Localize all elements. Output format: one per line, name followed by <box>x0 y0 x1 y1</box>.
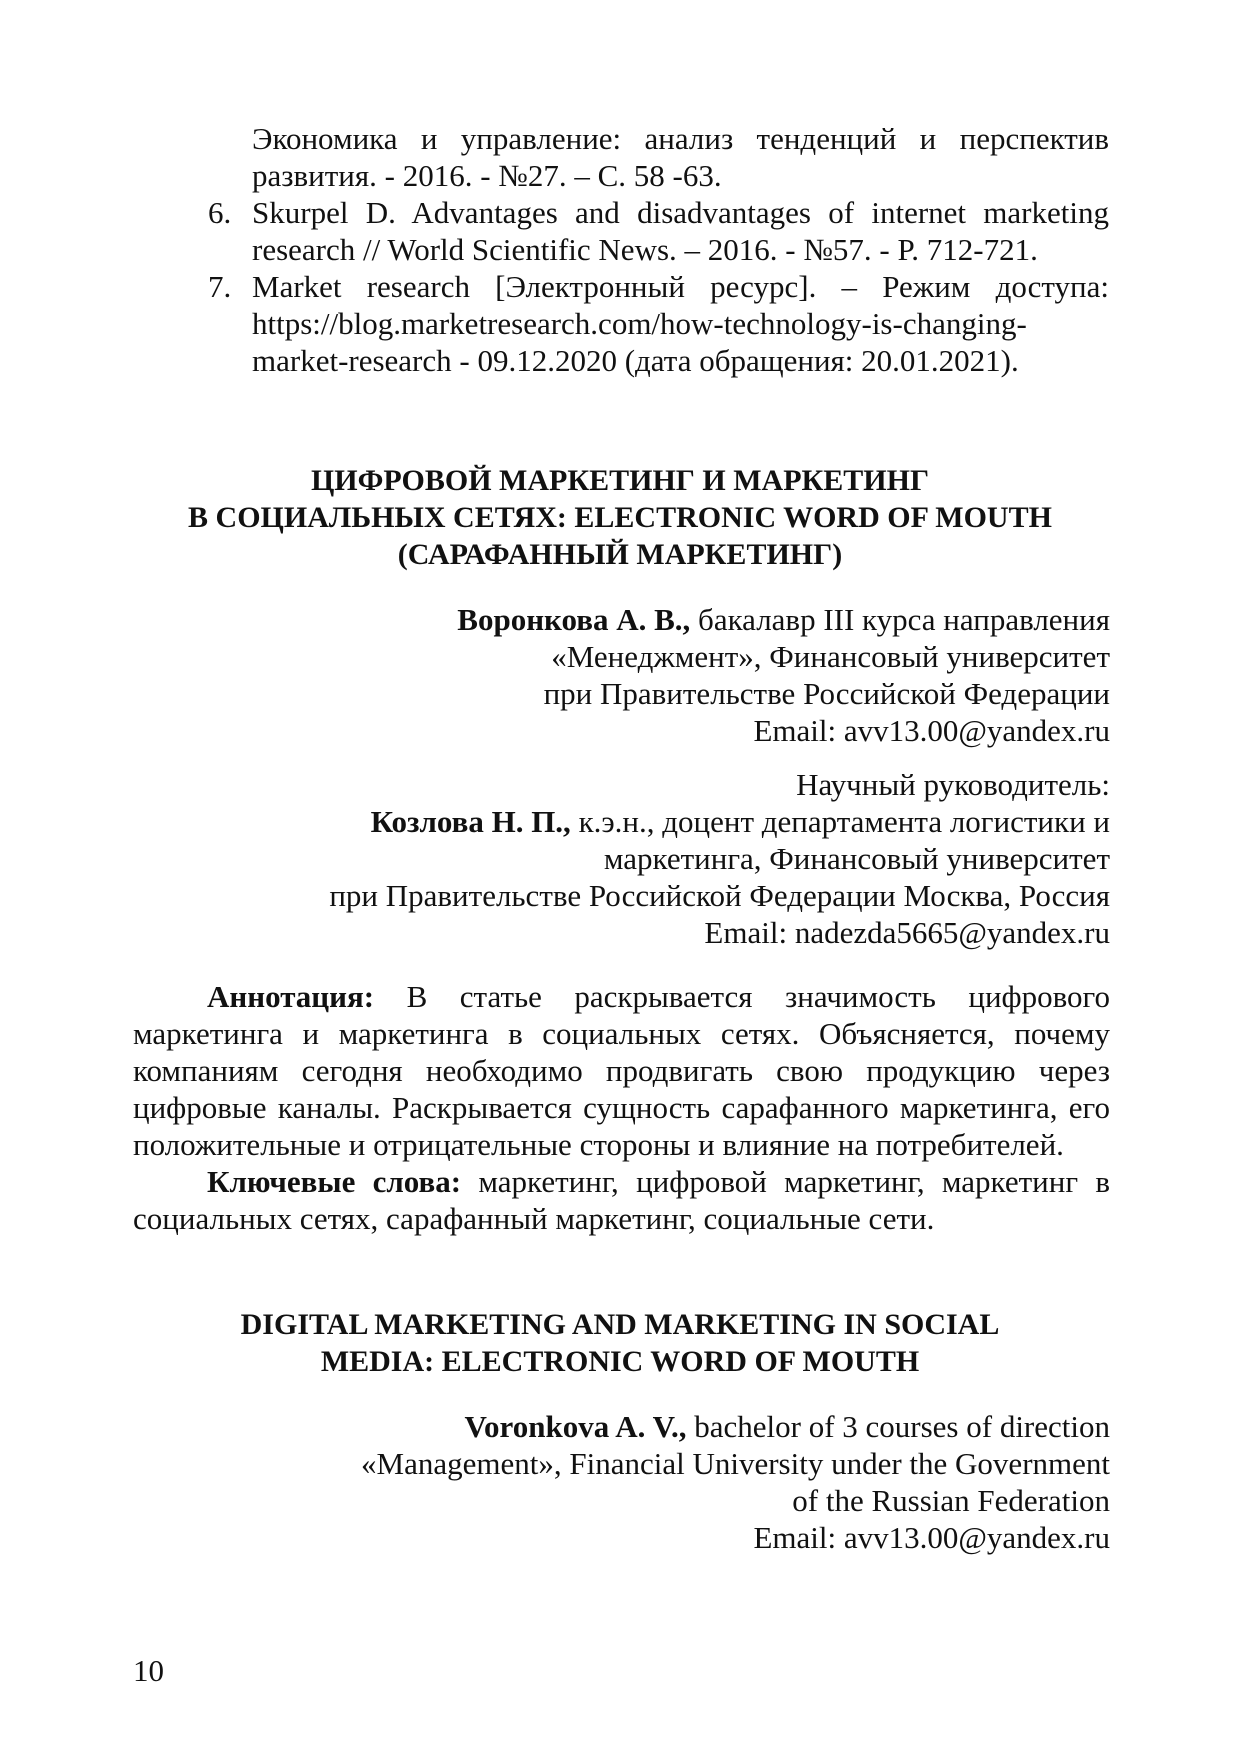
author-name: Voronkova A. V., <box>464 1409 687 1444</box>
author-line: of the Russian Federation <box>792 1483 1110 1518</box>
advisor-line: при Правительстве Российской Федерации Москва, Россия <box>329 878 1110 913</box>
reference-number: 6. <box>208 195 232 230</box>
advisor-name: Козлова Н. П., <box>370 804 571 839</box>
reference-line: развития. - 2016. - №27. – С. 58 -63. <box>252 158 722 193</box>
author-info-en <box>110 1408 1110 1556</box>
title-line: MEDIA: ELECTRONIC WORD OF MOUTH <box>320 1345 920 1378</box>
reference-line: Market research [Электронный ресурс]. – Режим доступа: <box>252 269 1109 304</box>
advisor-line: маркетинга, Финансовый университет <box>603 841 1110 876</box>
abstract-paragraph <box>133 978 1110 1163</box>
author-position: бакалавр III курса направления <box>690 602 1110 637</box>
reference-item <box>202 268 1109 379</box>
title-line: ЦИФРОВОЙ МАРКЕТИНГ И МАРКЕТИНГ <box>310 464 930 497</box>
author-email: Email: avv13.00@yandex.ru <box>753 1520 1110 1555</box>
advisor-position: к.э.н., доцент департамента логистики и <box>570 804 1110 839</box>
advisor-email: Email: nadezda5665@yandex.ru <box>704 915 1110 950</box>
reference-line: Экономика и управление: анализ тенденций и перспектив <box>252 121 1109 156</box>
reference-item <box>202 194 1109 268</box>
advisor-line <box>110 803 1110 840</box>
abstract-text: В статье раскрывается значимость цифрового маркетинга и маркетинга в социальных сетях. Объясняется, почему компаниям сегодня необходимо продвигать свою продукцию через цифровые каналы. Раскрывается сущность сарафанного маркетинга, его положительные и отрицательные стороны и влияние на потребителей. <box>133 979 1110 1162</box>
reference-line: https://blog.marketresearch.com/how-technology-is-changing- <box>252 306 1027 341</box>
reference-number: 7. <box>208 269 232 304</box>
reference-list <box>202 120 1109 379</box>
advisor-label: Научный руководитель: <box>796 767 1110 802</box>
author-line: при Правительстве Российской Федерации <box>543 676 1110 711</box>
article-title-en <box>120 1306 1120 1380</box>
abstract-section <box>133 978 1110 1237</box>
title-line: В СОЦИАЛЬНЫХ СЕТЯХ: ELECTRONIC WORD OF MOUTH <box>188 501 1052 534</box>
advisor-info-ru <box>110 766 1110 951</box>
author-line <box>110 1408 1110 1445</box>
article-title-ru <box>120 462 1120 573</box>
keywords-text: маркетинг, цифровой маркетинг, маркетинг в социальных сетях, сарафанный маркетинг, социальные сети. <box>133 1164 1110 1236</box>
author-info-ru <box>110 601 1110 749</box>
title-line: (САРАФАННЫЙ МАРКЕТИНГ) <box>397 538 843 571</box>
reference-line: research // World Scientific News. – 2016. - №57. - P. 712-721. <box>252 232 1038 267</box>
author-line <box>110 601 1110 638</box>
page-number: 10 <box>133 1653 164 1688</box>
keywords-paragraph <box>133 1163 1110 1237</box>
reference-line: market-research - 09.12.2020 (дата обращения: 20.01.2021). <box>252 343 1019 378</box>
keywords-label: Ключевые слова: <box>207 1164 462 1199</box>
reference-continuation <box>202 120 1109 194</box>
author-line: «Management», Financial University under the Government <box>361 1446 1110 1481</box>
author-name: Воронкова А. В., <box>457 602 691 637</box>
author-position: bachelor of 3 courses of direction <box>686 1409 1110 1444</box>
author-email: Email: avv13.00@yandex.ru <box>753 713 1110 748</box>
title-line: DIGITAL MARKETING AND MARKETING IN SOCIAL <box>240 1308 1000 1341</box>
reference-line: Skurpel D. Advantages and disadvantages of internet marketing <box>252 195 1109 230</box>
abstract-label: Аннотация: <box>207 979 375 1014</box>
author-line: «Менеджмент», Финансовый университет <box>551 639 1110 674</box>
